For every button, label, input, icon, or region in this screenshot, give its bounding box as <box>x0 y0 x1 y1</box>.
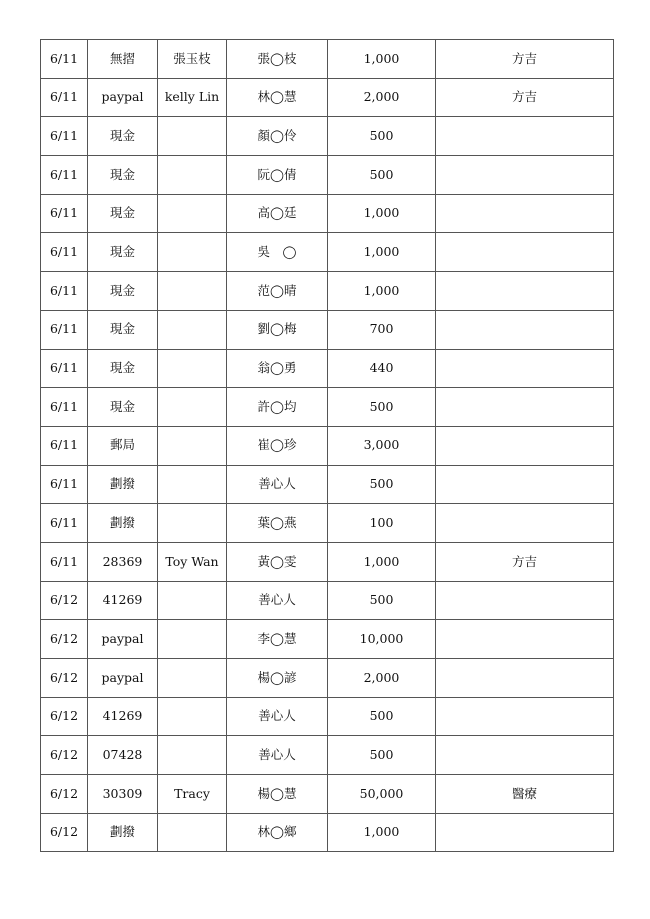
table-row <box>41 581 614 620</box>
date-cell: 6/11 <box>41 349 88 388</box>
payment-method-cell: 現金 <box>88 117 158 156</box>
payment-method-cell: 劃撥 <box>88 504 158 543</box>
date-cell: 6/11 <box>41 426 88 465</box>
date-cell: 6/12 <box>41 775 88 814</box>
account-name-cell <box>158 310 227 349</box>
note-cell: 方吉 <box>436 78 614 117</box>
amount-cell: 500 <box>328 156 436 195</box>
donor-name-cell: 黃◯雯 <box>227 542 328 581</box>
account-name-cell: 張玉枝 <box>158 40 227 79</box>
amount-cell: 1,000 <box>328 40 436 79</box>
account-name-cell <box>158 388 227 427</box>
donor-name-cell: 吳 ◯ <box>227 233 328 272</box>
payment-method-cell: 28369 <box>88 542 158 581</box>
amount-cell: 2,000 <box>328 659 436 698</box>
donor-name-cell: 張◯枝 <box>227 40 328 79</box>
account-name-cell: kelly Lin <box>158 78 227 117</box>
note-cell <box>436 504 614 543</box>
date-cell: 6/11 <box>41 504 88 543</box>
account-name-cell <box>158 117 227 156</box>
amount-cell: 500 <box>328 736 436 775</box>
account-name-cell <box>158 426 227 465</box>
amount-cell: 500 <box>328 388 436 427</box>
donor-name-cell: 翁◯勇 <box>227 349 328 388</box>
date-cell: 6/11 <box>41 388 88 427</box>
donor-name-cell: 善心人 <box>227 697 328 736</box>
payment-method-cell: 現金 <box>88 310 158 349</box>
date-cell: 6/11 <box>41 310 88 349</box>
date-cell: 6/11 <box>41 194 88 233</box>
amount-cell: 500 <box>328 117 436 156</box>
note-cell <box>436 813 614 852</box>
account-name-cell <box>158 504 227 543</box>
donation-ledger-table <box>40 39 614 852</box>
payment-method-cell: 現金 <box>88 156 158 195</box>
account-name-cell: Tracy <box>158 775 227 814</box>
amount-cell: 1,000 <box>328 194 436 233</box>
account-name-cell <box>158 697 227 736</box>
donor-name-cell: 范◯晴 <box>227 272 328 311</box>
donor-name-cell: 葉◯燕 <box>227 504 328 543</box>
donor-name-cell: 林◯鄉 <box>227 813 328 852</box>
table-row <box>41 813 614 852</box>
donor-name-cell: 顏◯伶 <box>227 117 328 156</box>
note-cell <box>436 697 614 736</box>
payment-method-cell: 現金 <box>88 194 158 233</box>
payment-method-cell: 郵局 <box>88 426 158 465</box>
payment-method-cell: 現金 <box>88 233 158 272</box>
amount-cell: 1,000 <box>328 542 436 581</box>
table-row <box>41 697 614 736</box>
account-name-cell <box>158 233 227 272</box>
note-cell <box>436 349 614 388</box>
amount-cell: 1,000 <box>328 272 436 311</box>
account-name-cell <box>158 194 227 233</box>
table-row <box>41 78 614 117</box>
note-cell <box>436 388 614 427</box>
note-cell <box>436 194 614 233</box>
account-name-cell <box>158 659 227 698</box>
account-name-cell <box>158 272 227 311</box>
donor-name-cell: 善心人 <box>227 581 328 620</box>
note-cell: 方吉 <box>436 542 614 581</box>
payment-method-cell: 劃撥 <box>88 465 158 504</box>
note-cell <box>436 310 614 349</box>
date-cell: 6/12 <box>41 659 88 698</box>
table-row <box>41 233 614 272</box>
account-name-cell <box>158 156 227 195</box>
note-cell <box>436 465 614 504</box>
amount-cell: 500 <box>328 465 436 504</box>
note-cell: 醫療 <box>436 775 614 814</box>
amount-cell: 50,000 <box>328 775 436 814</box>
note-cell <box>436 426 614 465</box>
date-cell: 6/12 <box>41 620 88 659</box>
payment-method-cell: 無摺 <box>88 40 158 79</box>
amount-cell: 1,000 <box>328 233 436 272</box>
date-cell: 6/12 <box>41 736 88 775</box>
table-row <box>41 310 614 349</box>
amount-cell: 1,000 <box>328 813 436 852</box>
date-cell: 6/11 <box>41 233 88 272</box>
payment-method-cell: 現金 <box>88 272 158 311</box>
table-row <box>41 194 614 233</box>
payment-method-cell: 07428 <box>88 736 158 775</box>
donor-name-cell: 許◯均 <box>227 388 328 427</box>
payment-method-cell: paypal <box>88 78 158 117</box>
date-cell: 6/12 <box>41 813 88 852</box>
table-row <box>41 775 614 814</box>
table-row <box>41 620 614 659</box>
table-row <box>41 426 614 465</box>
payment-method-cell: 劃撥 <box>88 813 158 852</box>
table-row <box>41 542 614 581</box>
table-row <box>41 736 614 775</box>
table-row <box>41 272 614 311</box>
payment-method-cell: 30309 <box>88 775 158 814</box>
note-cell <box>436 620 614 659</box>
donor-name-cell: 楊◯慧 <box>227 775 328 814</box>
table-row <box>41 504 614 543</box>
date-cell: 6/11 <box>41 272 88 311</box>
date-cell: 6/12 <box>41 697 88 736</box>
payment-method-cell: paypal <box>88 620 158 659</box>
amount-cell: 500 <box>328 581 436 620</box>
payment-method-cell: 現金 <box>88 388 158 427</box>
table-row <box>41 349 614 388</box>
payment-method-cell: 41269 <box>88 581 158 620</box>
donor-name-cell: 劉◯梅 <box>227 310 328 349</box>
account-name-cell <box>158 736 227 775</box>
date-cell: 6/11 <box>41 156 88 195</box>
donor-name-cell: 善心人 <box>227 736 328 775</box>
table-row <box>41 659 614 698</box>
date-cell: 6/11 <box>41 40 88 79</box>
date-cell: 6/12 <box>41 581 88 620</box>
donor-name-cell: 善心人 <box>227 465 328 504</box>
note-cell <box>436 659 614 698</box>
account-name-cell <box>158 620 227 659</box>
note-cell <box>436 272 614 311</box>
amount-cell: 10,000 <box>328 620 436 659</box>
table-row <box>41 40 614 79</box>
amount-cell: 700 <box>328 310 436 349</box>
note-cell <box>436 233 614 272</box>
donor-name-cell: 阮◯倩 <box>227 156 328 195</box>
amount-cell: 100 <box>328 504 436 543</box>
account-name-cell <box>158 813 227 852</box>
table-row <box>41 117 614 156</box>
table-row <box>41 156 614 195</box>
payment-method-cell: 現金 <box>88 349 158 388</box>
donor-name-cell: 林◯慧 <box>227 78 328 117</box>
amount-cell: 2,000 <box>328 78 436 117</box>
date-cell: 6/11 <box>41 542 88 581</box>
date-cell: 6/11 <box>41 78 88 117</box>
note-cell <box>436 736 614 775</box>
donor-name-cell: 高◯廷 <box>227 194 328 233</box>
account-name-cell <box>158 465 227 504</box>
date-cell: 6/11 <box>41 117 88 156</box>
note-cell: 方吉 <box>436 40 614 79</box>
payment-method-cell: 41269 <box>88 697 158 736</box>
donor-name-cell: 李◯慧 <box>227 620 328 659</box>
amount-cell: 440 <box>328 349 436 388</box>
table-row <box>41 388 614 427</box>
account-name-cell <box>158 349 227 388</box>
ledger-body <box>41 40 614 852</box>
amount-cell: 500 <box>328 697 436 736</box>
account-name-cell <box>158 581 227 620</box>
note-cell <box>436 117 614 156</box>
donor-name-cell: 楊◯諺 <box>227 659 328 698</box>
account-name-cell: Toy Wan <box>158 542 227 581</box>
note-cell <box>436 156 614 195</box>
date-cell: 6/11 <box>41 465 88 504</box>
table-row <box>41 465 614 504</box>
amount-cell: 3,000 <box>328 426 436 465</box>
payment-method-cell: paypal <box>88 659 158 698</box>
donor-name-cell: 崔◯珍 <box>227 426 328 465</box>
note-cell <box>436 581 614 620</box>
